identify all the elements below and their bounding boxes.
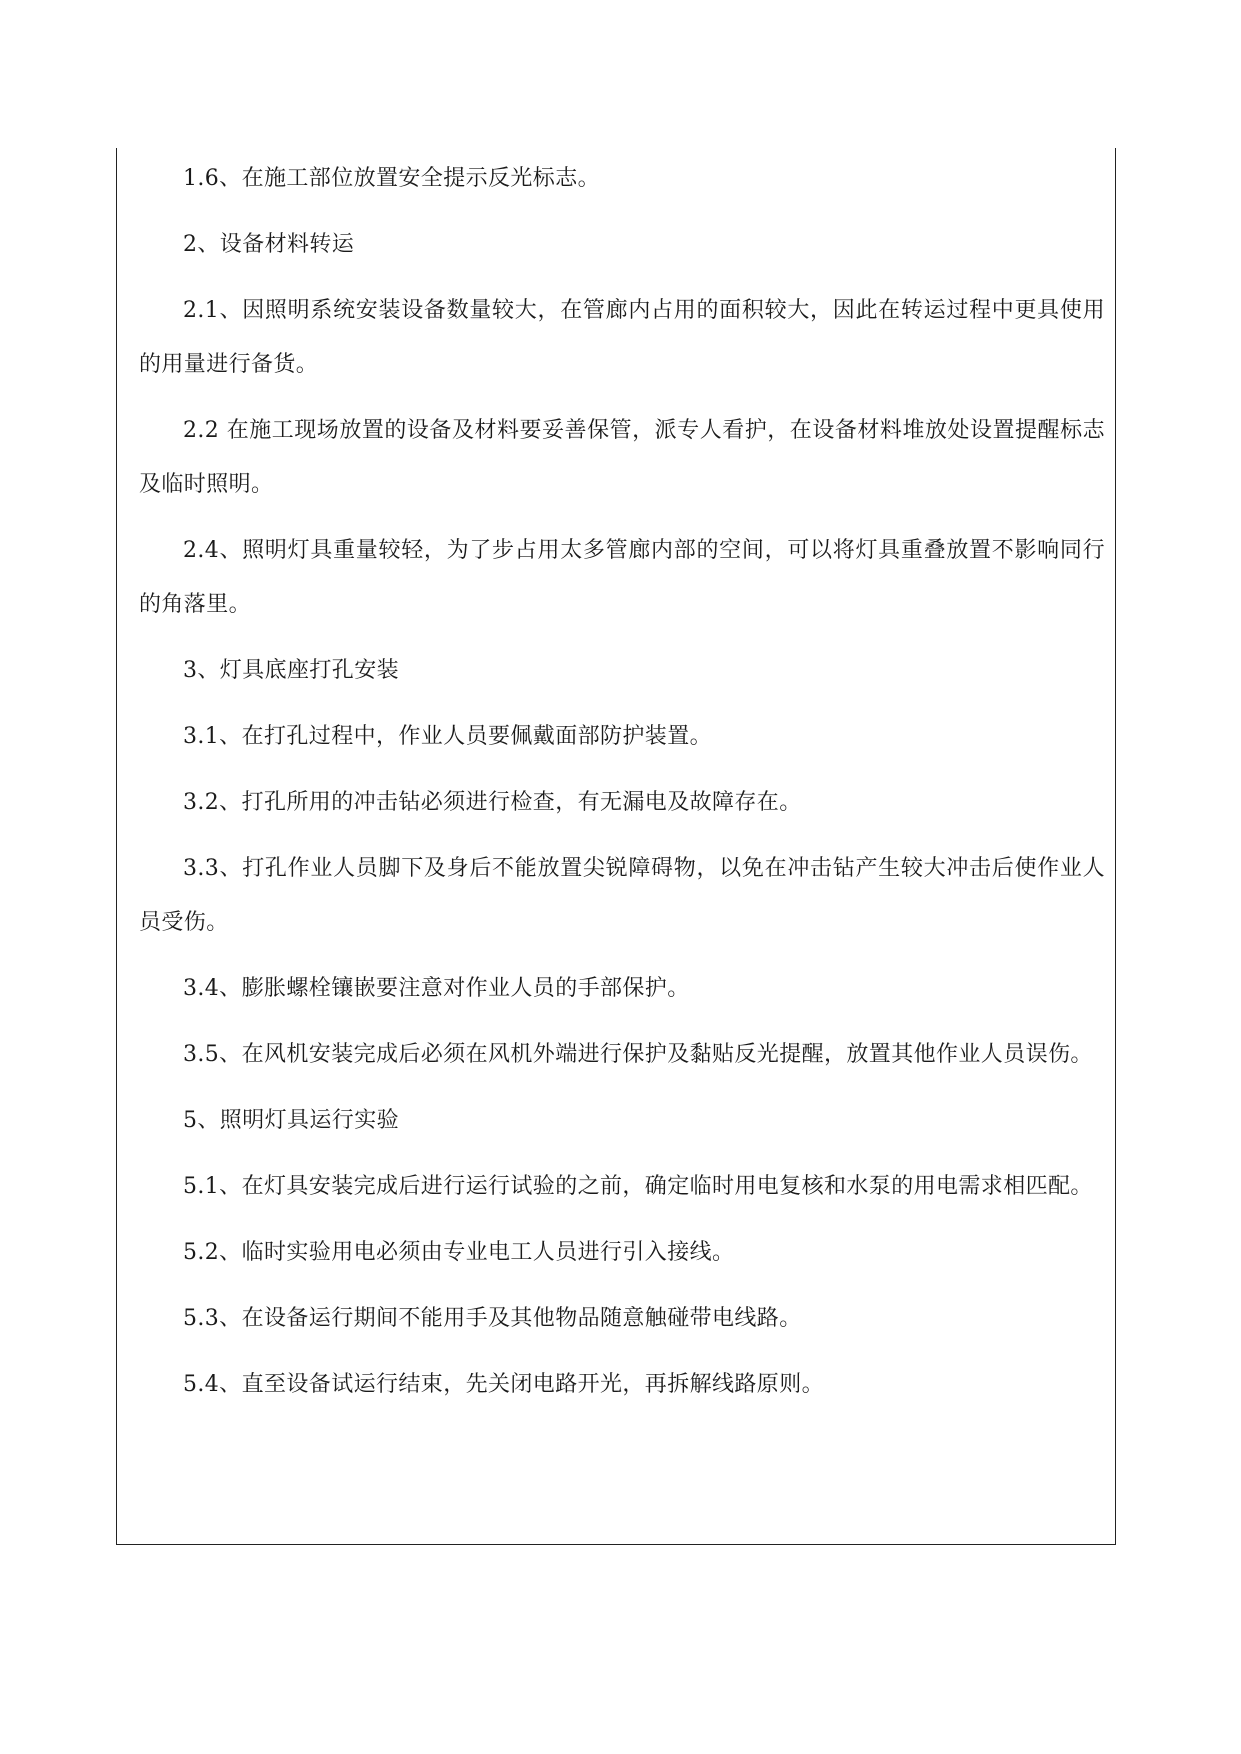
paragraph-3-4: 3.4、膨胀螺栓镶嵌要注意对作业人员的手部保护。 [183,976,690,1001]
paragraph-5-4: 5.4、直至设备试运行结束，先关闭电路开光，再拆解线路原则。 [183,1372,824,1397]
paragraph-5-2: 5.2、临时实验用电必须由专业电工人员进行引入接线。 [183,1240,735,1265]
heading-5-lighting-test: 5、照明灯具运行实验 [183,1108,399,1133]
paragraph-5-1: 5.1、在灯具安装完成后进行运行试验的之前，确定临时用电复核和水泵的用电需求相匹配。 [183,1174,1093,1199]
heading-3-drilling-install: 3、灯具底座打孔安装 [183,658,399,683]
document-body [139,148,1105,1424]
paragraph-2-4: 2.4、照明灯具重量较轻，为了步占用太多管廊内部的空间，可以将灯具重叠放置不影响同行的角落里。 [139,538,1105,617]
paragraph-2-2: 2.2 在施工现场放置的设备及材料要妥善保管，派专人看护，在设备材料堆放处设置提醒标志及临时照明。 [139,418,1105,497]
paragraph-3-3: 3.3、打孔作业人员脚下及身后不能放置尖锐障碍物，以免在冲击钻产生较大冲击后使作业人员受伤。 [139,856,1105,935]
paragraph-5-3: 5.3、在设备运行期间不能用手及其他物品随意触碰带电线路。 [183,1306,802,1331]
paragraph-2-1: 2.1、因照明系统安装设备数量较大，在管廊内占用的面积较大，因此在转运过程中更具使用的用量进行备货。 [139,298,1105,377]
paragraph-3-1: 3.1、在打孔过程中，作业人员要佩戴面部防护装置。 [183,724,712,749]
paragraph-3-2: 3.2、打孔所用的冲击钻必须进行检查，有无漏电及故障存在。 [183,790,802,815]
heading-2-material-transport: 2、设备材料转运 [183,232,355,257]
paragraph-1-6: 1.6、在施工部位放置安全提示反光标志。 [183,166,600,191]
table-cell-frame [116,148,1116,1545]
paragraph-3-5: 3.5、在风机安装完成后必须在风机外端进行保护及黏贴反光提醒，放置其他作业人员误伤。 [183,1042,1093,1067]
